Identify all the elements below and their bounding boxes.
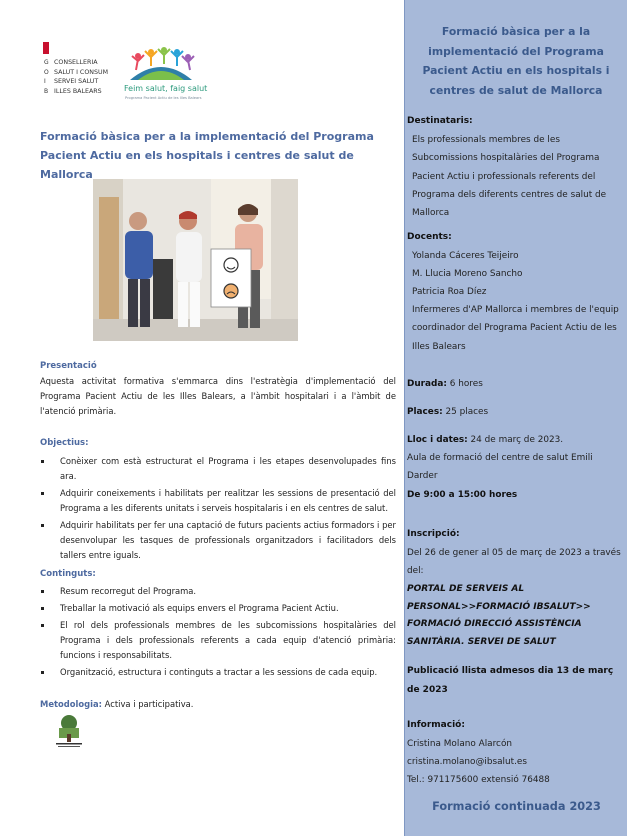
docent-name: Patricia Roa Díez (412, 287, 487, 297)
metodologia (40, 699, 193, 709)
docent-name: M. Llucia Moreno Sancho (412, 269, 523, 279)
govern-logo-text: CONSELLERIA SALUT I CONSUM SERVEI SALUT ILLES BALEARS (54, 59, 109, 95)
feim-salut-name: Feim salut, faig salut (124, 84, 208, 93)
page-title: Formació bàsica per a la implementació del Programa Pacient Actiu en els hospitals i centres de salut de Mallorca (40, 130, 374, 181)
continguts-list (40, 584, 396, 682)
list-item: Resum recorregut del Programa. (40, 584, 396, 599)
list-item: Treballar la motivació als equips envers el Programa Pacient Actiu. (40, 601, 396, 616)
list-item: Adquirir habilitats per fer una captació de futurs pacients actius formadors i per desenvolupar les tasques de professionals organitzadors i facilitadors dels tallers entre iguals. (40, 518, 396, 563)
list-item: Organització, estructura i continguts a tractar a les sessions de cada equip. (40, 665, 396, 680)
portal-link[interactable]: PORTAL DE SERVEIS AL PERSONAL>>FORMACIÓ IBSALUT>> FORMACIÓ DIRECCIÓ ASSISTÈNCIA SANITÀRIA. SERVEI DE SALUT (407, 584, 591, 647)
list-item: Conèixer com està estructurat el Programa i les etapes desenvolupades fins ara. (40, 454, 396, 484)
inscripcio-label: Inscripció: (407, 529, 460, 539)
govern-flag-icon (43, 42, 49, 54)
footer-text: Formació continuada 2023 (432, 800, 601, 813)
destinataris-text: Els professionals membres de les Subcomissions hospitalàries del Programa Pacient Actiu i professionals referents del Programa dels diferents centres de salut de Mallorca (412, 135, 607, 219)
publicacio: Publicació llista admesos dia 13 de març de 2023 (407, 666, 614, 695)
metodologia-label: Metodologia: (40, 699, 103, 709)
feim-salut-tagline: Programa Pacient Actiu de les Illes Balears (125, 96, 202, 100)
presentacio-heading: Presentació (40, 361, 97, 371)
globe-people-icon (124, 46, 198, 80)
metodologia-value: Activa i participativa. (102, 699, 194, 709)
list-item: El rol dels professionals membres de les subcomissions hospitalàries del Programa i dels professionals referents a cada equip d'atenció primària: funcions i responsabilitats. (40, 618, 396, 663)
feim-salut-logo (122, 46, 208, 106)
list-item: Adquirir coneixements i habilitats per realitzar les sessions de presentació del Programa a les diferents unitats i serveis hospitalaris i en els centres de salut. (40, 486, 396, 516)
destinataris-label: Destinataris: (407, 116, 473, 126)
contact-phone: Tel.: 971175600 extensió 76488 (407, 775, 550, 785)
objectius-heading: Objectius: (40, 438, 89, 448)
places-value: 25 places (442, 407, 489, 417)
info-sidebar (404, 0, 627, 836)
lloc-time: De 9:00 a 15:00 hores (407, 490, 518, 500)
continguts-heading: Continguts: (40, 569, 96, 579)
tree-logo-icon (54, 714, 84, 748)
lloc-label: Lloc i dates: (407, 435, 468, 445)
group-photo (93, 179, 298, 341)
durada-value: 6 hores (446, 379, 483, 389)
lloc-place: Aula de formació del centre de salut Emili Darder (407, 453, 593, 482)
places (407, 403, 488, 421)
docents-label: Docents: (407, 232, 452, 242)
places-label: Places: (407, 407, 443, 417)
durada-label: Durada: (407, 379, 447, 389)
contact-name: Cristina Molano Alarcón (407, 739, 512, 749)
docent-name: Yolanda Cáceres Teijeiro (412, 251, 519, 261)
informacio-label: Informació: (407, 720, 465, 730)
contact-email[interactable]: cristina.molano@ibsalut.es (407, 757, 527, 767)
sidebar-title: Formació bàsica per a la implementació del Programa Pacient Actiu en els hospitals i centres de salut de Mallorca (422, 25, 610, 97)
lloc-dates (407, 431, 563, 449)
objectius-list (40, 454, 396, 565)
lloc-date: 24 de març de 2023. (467, 435, 564, 445)
durada (407, 375, 483, 393)
govern-logo (43, 42, 123, 100)
docents-extra: Infermeres d'AP Mallorca i membres de l'equip coordinador del Programa Pacient Actiu de les Illes Balears (412, 305, 619, 352)
presentacio-text: Aquesta activitat formativa s'emmarca dins l'estratègia d'implementació del Programa Pacient Actiu de les Illes Balears, a l'àmbit hospitalari i a l'àmbit de l'atenció primària. (40, 376, 396, 416)
govern-letters: G O I B (44, 59, 49, 95)
inscripcio-text: Del 26 de gener al 05 de març de 2023 a través del: (407, 548, 621, 577)
